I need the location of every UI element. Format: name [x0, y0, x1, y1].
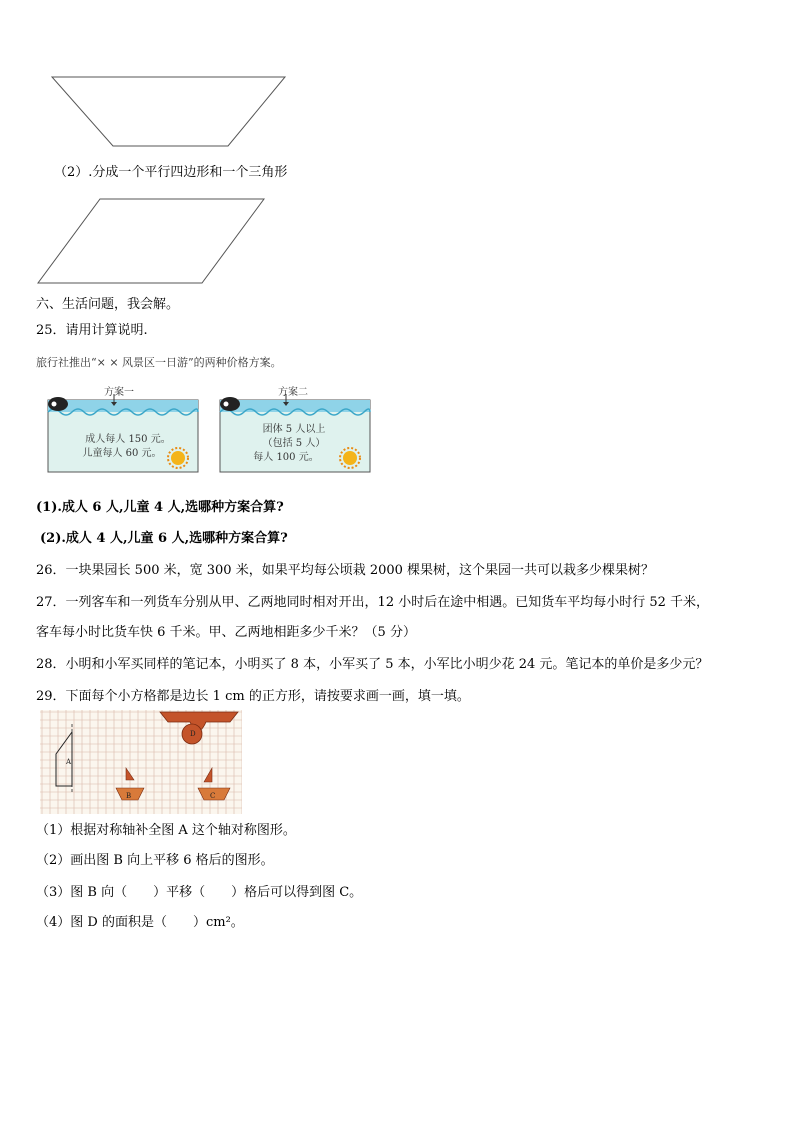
plan1-line1: 成人每人 150 元。 [85, 434, 171, 445]
q29-sub3: （3）图 B 向（ ）平移（ ）格后可以得到图 C。 [36, 885, 363, 900]
grid-figure [40, 710, 242, 814]
q25-sub1: (1).成人 6 人,儿童 4 人,选哪种方案合算? [36, 500, 284, 515]
q25-heading: 25．请用计算说明. [36, 323, 148, 338]
parallelogram-figure [34, 195, 268, 287]
q27-line2: 客车每小时比货车快 6 千米。甲、乙两地相距多少千米？（5 分） [36, 625, 416, 640]
q26-text: 26．一块果园长 500 米，宽 300 米，如果平均每公顷栽 2000 棵果树，这个果园一共可以栽多少棵果树？ [36, 563, 655, 578]
plan2-line3: 每人 100 元。 [253, 452, 319, 463]
label-d: D [190, 730, 196, 738]
label-a: A [66, 758, 72, 766]
trapezoid-figure [48, 72, 290, 152]
label-c: C [210, 792, 216, 800]
price-plans-figure [36, 356, 376, 476]
q29-sub4: （4）图 D 的面积是（ ）cm²。 [36, 915, 244, 930]
plan2-line1: 团体 5 人以上 [262, 424, 326, 435]
q24-part2: （2）.分成一个平行四边形和一个三角形 [54, 165, 288, 180]
q29-sub2: （2）画出图 B 向上平移 6 格后的图形。 [36, 853, 274, 868]
label-b: B [126, 792, 132, 800]
q27-line1: 27．一列客车和一列货车分别从甲、乙两地同时相对开出，12 小时后在途中相遇。已知货车平均每小时行 52 千米， [36, 595, 710, 610]
q29-sub1: （1）根据对称轴补全图 A 这个轴对称图形。 [36, 823, 296, 838]
plan2-line2: （包括 5 人） [262, 438, 326, 449]
q25-sub2: (2).成人 4 人,儿童 6 人,选哪种方案合算? [40, 531, 288, 546]
section-6-heading: 六、生活问题，我会解。 [36, 297, 180, 312]
plan1-line2: 儿童每人 60 元。 [82, 448, 162, 459]
plan1-title: 方案一 [104, 387, 134, 398]
figure-caption: 旅行社推出“× × 风景区一日游”的两种价格方案。 [36, 356, 282, 369]
plan2-title: 方案二 [278, 387, 308, 398]
q28-text: 28．小明和小军买同样的笔记本，小明买了 8 本，小军买了 5 本，小军比小明少花 24 元。笔记本的单价是多少元？ [36, 657, 709, 672]
q29-heading: 29．下面每个小方格都是边长 1 cm 的正方形，请按要求画一画，填一填。 [36, 689, 470, 704]
